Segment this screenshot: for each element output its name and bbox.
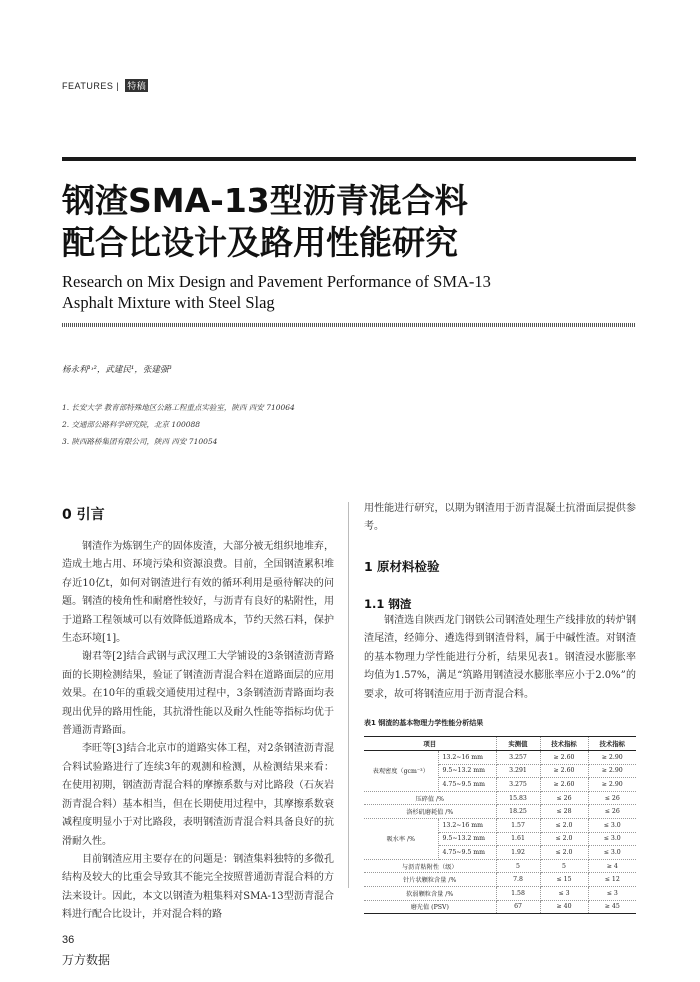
page-number: 36 (62, 934, 75, 946)
watermark-brand: 万方数据 (62, 953, 111, 967)
paragraph: 钢渣作为炼钢生产的固体废渣，大部分被无组织地堆弃，造成土地占用、环境污染和资源浪费。目前，全国钢渣累积堆存近10亿t，如何对钢渣进行有效的循环利用是亟待解决的问题。钢渣的棱角性和耐磨性较好，与沥青有良好的粘附性，用于道路工程领域可以有效降低道路成本，节约天然石料，保护生态环境[1]。 (62, 541, 334, 645)
table-row: 4.75~9.5 mm 3.275 ≥ 2.60 ≥ 2.90 (364, 778, 636, 792)
section-header: FEATURES | 特稿 (62, 81, 147, 91)
table-caption: 表1 钢渣的基本物理力学性能分析结果 (364, 719, 484, 727)
section-0-heading: 0 引言 (62, 507, 105, 523)
table-row: 9.5~13.2 mm 1.61 ≤ 2.0 ≤ 3.0 (364, 832, 636, 846)
paragraph: 谢君等[2]结合武钢与武汉理工大学铺设的3条钢渣沥青路面的长期检测结果，验证了钢渣沥青混合料在道路面层的应用效果。在10年的重载交通使用过程中，3条钢渣沥青路面均表现出优异的路用性能，其抗滑性能以及耐久性能等指标均优于普通沥青路面。 (62, 651, 334, 737)
section-tag: 特稿 (127, 81, 147, 91)
affiliation-3: 3. 陕西路桥集团有限公司，陕西 西安 710054 (62, 437, 218, 446)
english-title: Research on Mix Design and Pavement Performance of SMA-13 Asphalt Mixture with Steel Slag (62, 272, 491, 312)
paragraph: 李旺等[3]结合北京市的道路实体工程，对2条钢渣沥青混合料试验路进行了连续3年的观测和检测，从检测结果来看：在使用初期，钢渣沥青混合料的摩擦系数与对比路段（石灰岩沥青混合料）基本相当，但在长期使用过程中，其摩擦系数衰减程度明显小于对比路段，表明钢渣沥青混合料具备良好的抗滑耐久性。 (62, 743, 334, 847)
table-row: 4.75~9.5 mm 1.92 ≤ 2.0 ≤ 3.0 (364, 846, 636, 860)
table-row: 磨光值 (PSV) 67 ≥ 40 ≥ 45 (364, 900, 636, 914)
properties-table (364, 736, 636, 914)
table-row: 表观密度（gcm⁻³） 13.2~16 mm 3.257 ≥ 2.60 ≥ 2.90 (364, 751, 636, 765)
steel-slag-paragraph: 钢渣选自陕西龙门钢铁公司钢渣处理生产线排放的转炉钢渣尾渣，经筛分、遴选得到钢渣骨料，属于中碱性渣。对钢渣的基本物理力学性能进行分析，结果见表1。钢渣浸水膨胀率均值为1.57%，满足“筑路用钢渣浸水膨胀率应小于2.0%”的要求，故可将钢渣应用于沥青混合料。 (364, 615, 636, 700)
hatched-rule (62, 323, 636, 327)
table-row: 软弱颗粒含量 /% 1.58 ≤ 3 ≤ 3 (364, 886, 636, 900)
right-continuation: 用性能进行研究，以期为钢渣用于沥青混凝土抗滑面层提供参考。 (364, 503, 636, 533)
column-divider (348, 502, 349, 888)
table-row: 压碎值 /% 15.83 ≤ 26 ≤ 26 (364, 791, 636, 805)
table-row: 吸水率 /% 13.2~16 mm 1.57 ≤ 2.0 ≤ 3.0 (364, 818, 636, 832)
left-column-body (62, 538, 334, 925)
table-header-row: 项目 实测值 技术指标 技术指标 (364, 737, 636, 751)
table-row: 与沥青粘附性（级） 5 5 ≥ 4 (364, 859, 636, 873)
section-1-1-heading: 1.1 钢渣 (364, 597, 412, 611)
table-row: 洛杉矶磨耗值 /% 18.25 ≤ 28 ≤ 26 (364, 805, 636, 819)
paragraph: 目前钢渣应用主要存在的问题是：钢渣集料独特的多微孔结构及较大的比重会导致其不能完全按照普通沥青混合料的方法来设计。因此，本文以钢渣为粗集料对SMA-13型沥青混合料进行配合比设计，并对混合料的路 (62, 853, 334, 921)
top-rule (62, 157, 636, 161)
affiliation-1: 1. 长安大学 教育部特殊地区公路工程重点实验室，陕西 西安 710064 (62, 403, 295, 412)
affiliation-2: 2. 交通部公路科学研究院，北京 100088 (62, 420, 201, 429)
article-title: 钢渣SMA-13型沥青混合料 配合比设计及路用性能研究 (62, 181, 468, 262)
section-1-heading: 1 原材料检验 (364, 559, 440, 574)
table-row: 针片状颗粒含量 /% 7.8 ≤ 15 ≤ 12 (364, 873, 636, 887)
table-row: 9.5~13.2 mm 3.291 ≥ 2.60 ≥ 2.90 (364, 764, 636, 778)
authors: 杨永利¹˒²，武建民¹，张建强³ (62, 365, 172, 375)
